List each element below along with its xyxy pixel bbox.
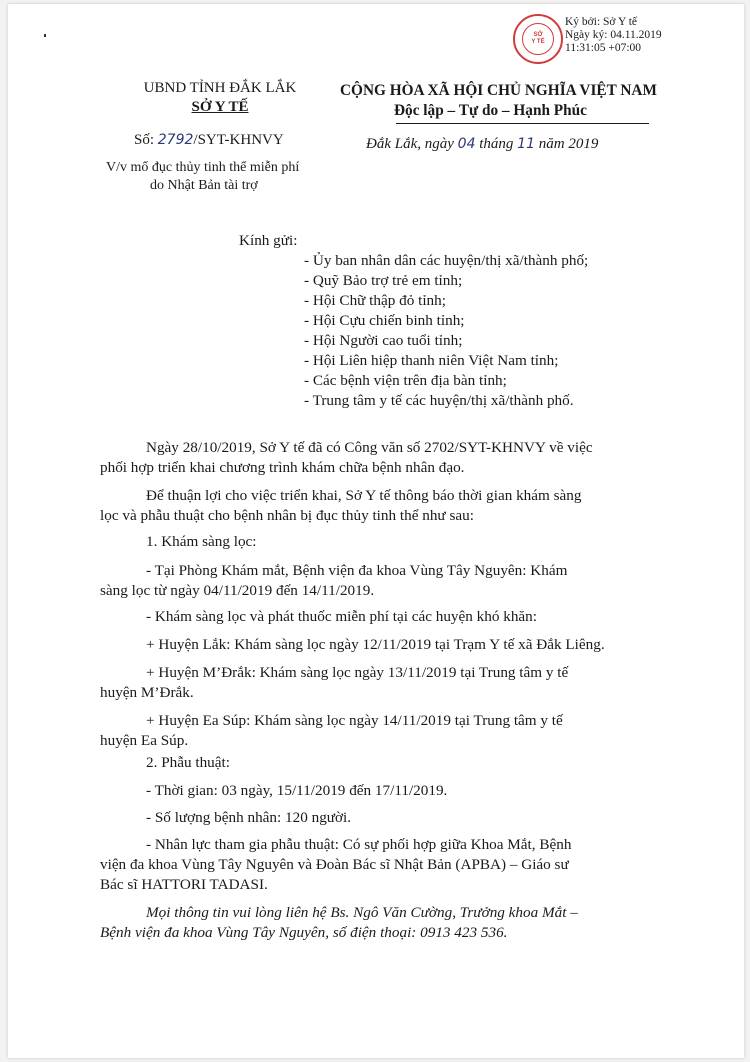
para-1-line-1: Ngày 28/10/2019, Sở Y tế đã có Công văn số 2702/SYT-KHNVY về việc (146, 439, 593, 456)
recipient-item: - Trung tâm y tế các huyện/thị xã/thành phố. (304, 392, 574, 409)
s1-district-mdrak-line-2: huyện M’Đrắk. (100, 684, 194, 701)
recipients-label: Kính gửi: (239, 232, 298, 249)
subject-line-1: V/v mổ đục thủy tinh thể miễn phí (106, 160, 300, 175)
recipient-item: - Hội Liên hiệp thanh niên Việt Nam tỉnh; (304, 352, 559, 369)
recipient-item: - Hội Cựu chiến binh tỉnh; (304, 312, 465, 329)
s1-district-lak: + Huyện Lắk: Khám sàng lọc ngày 12/11/2019 tại Trạm Y tế xã Đắk Liêng. (146, 636, 605, 653)
recipient-item: - Quỹ Bảo trợ trẻ em tỉnh; (304, 272, 463, 289)
document-date (366, 136, 598, 153)
sign-date: Ngày ký: 04.11.2019 (565, 29, 662, 41)
s1-district-easup-line-1: + Huyện Ea Súp: Khám sàng lọc ngày 14/11/2019 tại Trung tâm y tế (146, 712, 563, 729)
s1-item-b: - Khám sàng lọc và phát thuốc miễn phí tại các huyện khó khăn: (146, 608, 537, 625)
signature-seal-icon (513, 14, 563, 64)
s2-patients: - Số lượng bệnh nhân: 120 người. (146, 809, 352, 826)
s1-item-a-line-2: sàng lọc từ ngày 04/11/2019 đến 14/11/2019. (100, 582, 375, 599)
org-name: SỞ Y TẾ (191, 99, 249, 115)
document-number (134, 132, 284, 149)
recipient-item: - Ủy ban nhân dân các huyện/thị xã/thành phố; (304, 252, 589, 269)
number-prefix: Số: (134, 132, 155, 148)
number-suffix: /SYT-KHNVY (193, 132, 284, 148)
para-1-line-2: phối hợp triển khai chương trình khám chữa bệnh nhân đạo. (100, 459, 465, 476)
digital-signature-info (565, 16, 662, 55)
contact-line-2: Bệnh viện đa khoa Vùng Tây Nguyên, số điện thoại: 0913 423 536. (100, 924, 508, 941)
section-1-title: 1. Khám sàng lọc: (146, 533, 257, 550)
org-parent: UBND TỈNH ĐẮK LẮK (143, 80, 297, 96)
motto: Độc lập – Tự do – Hạnh Phúc (394, 102, 587, 119)
s2-staff-line-3: Bác sĩ HATTORI TADASI. (100, 876, 268, 893)
date-month-label: tháng (479, 136, 514, 152)
para-2-line-2: lọc và phẫu thuật cho bệnh nhân bị đục thủy tinh thể như sau: (100, 507, 474, 524)
para-2-line-1: Để thuận lợi cho việc triển khai, Sở Y tế thông báo thời gian khám sàng (146, 487, 582, 504)
seal-text-1: SỞ (533, 32, 543, 38)
date-day: 04 (457, 136, 476, 152)
recipient-item: - Hội Chữ thập đỏ tỉnh; (304, 292, 446, 309)
s2-time: - Thời gian: 03 ngày, 15/11/2019 đến 17/11/2019. (146, 782, 448, 799)
seal-text-2: Y TẾ (531, 39, 545, 45)
country-title: CỘNG HÒA XÃ HỘI CHỦ NGHĨA VIỆT NAM (340, 82, 657, 99)
recipient-item: - Các bệnh viện trên địa bàn tỉnh; (304, 372, 507, 389)
s1-district-easup-line-2: huyện Ea Súp. (100, 732, 189, 749)
sign-time: 11:31:05 +07:00 (565, 42, 642, 54)
motto-underline (396, 123, 649, 124)
signed-by: Ký bởi: Sở Y tế (565, 16, 638, 28)
contact-line-1: Mọi thông tin vui lòng liên hệ Bs. Ngô Văn Cường, Trưởng khoa Mắt – (146, 904, 578, 921)
date-year: năm 2019 (538, 136, 599, 152)
s2-staff-line-2: viện đa khoa Vùng Tây Nguyên và Đoàn Bác sĩ Nhật Bản (APBA) – Giáo sư (100, 856, 569, 873)
s1-item-a-line-1: - Tại Phòng Khám mắt, Bệnh viện đa khoa Vùng Tây Nguyên: Khám (146, 562, 568, 579)
number-handwritten: 2792 (157, 132, 194, 148)
subject-line-2: do Nhật Bản tài trợ (150, 178, 258, 193)
section-2-title: 2. Phẫu thuật: (146, 754, 230, 771)
recipient-item: - Hội Người cao tuổi tỉnh; (304, 332, 463, 349)
document-page (8, 4, 744, 1058)
scan-dot (44, 34, 46, 37)
date-prefix: Đắk Lắk, ngày (366, 136, 454, 152)
date-month: 11 (517, 136, 535, 152)
s2-staff-line-1: - Nhân lực tham gia phẫu thuật: Có sự phối hợp giữa Khoa Mắt, Bệnh (146, 836, 572, 853)
s1-district-mdrak-line-1: + Huyện M’Đrắk: Khám sàng lọc ngày 13/11/2019 tại Trung tâm y tế (146, 664, 569, 681)
